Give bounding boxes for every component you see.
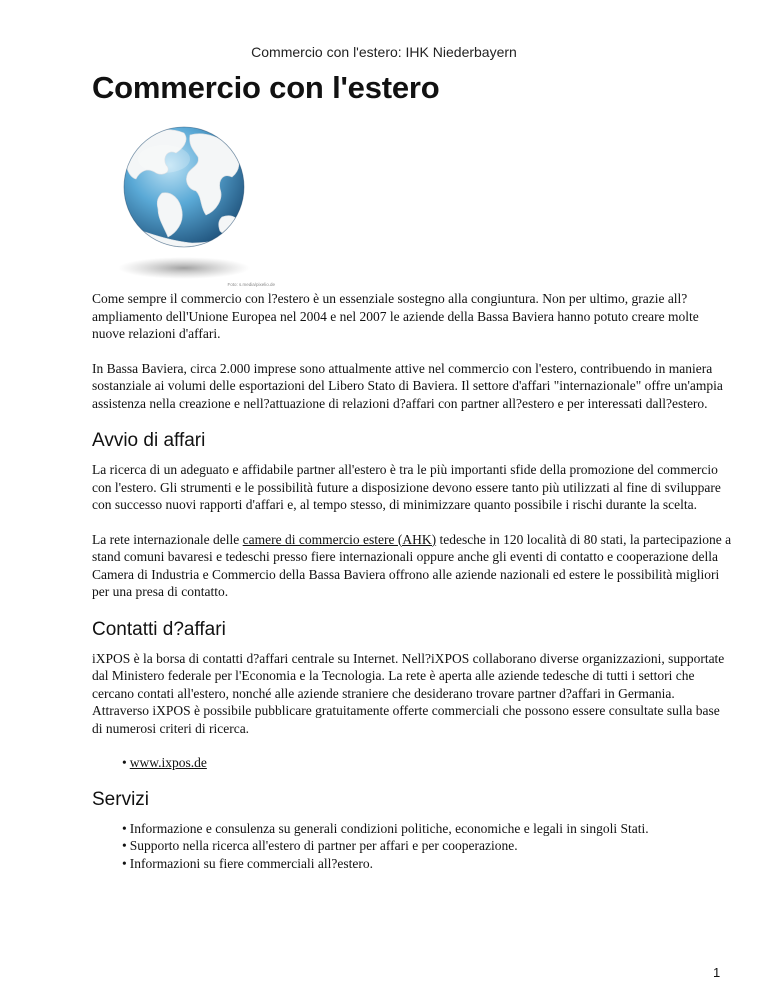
bullet-icon: •	[122, 820, 127, 836]
avvio-text-after: tedesche in 120 località di 80 stati, la partecipazione a stand comuni bavaresi e tedeschi presso fiere internazionali oppure anche gli eventi di contatto e cooperazione della Camera di Industria e Commercio della Bassa Baviera offrono alle aziende nazionali ed estere le possibilità migliori per una presa di contatto.	[92, 531, 732, 599]
main-content	[92, 290, 732, 888]
servizi-item-1: Informazione e consulenza su generali condizioni politiche, economiche e legali in singoli Stati.	[129, 820, 649, 836]
bullet-icon: •	[122, 755, 127, 770]
servizi-list	[122, 820, 732, 873]
avvio-text-before: La rete internazionale delle	[92, 531, 243, 547]
globe-icon	[92, 119, 278, 289]
servizi-item-2: Supporto nella ricerca all'estero di partner per affari e per cooperazione.	[129, 838, 518, 853]
list-item	[122, 837, 732, 855]
heading-contatti-affari: Contatti d?affari	[92, 618, 226, 640]
running-head: Commercio con l'estero: IHK Niederbayern	[251, 44, 517, 60]
list-item	[122, 820, 732, 838]
heading-avvio-di-affari: Avvio di affari	[92, 430, 206, 451]
list-item	[122, 754, 732, 772]
ixpos-link[interactable]: www.ixpos.de	[129, 755, 207, 770]
contatti-paragraph: iXPOS è la borsa di contatti d?affari centrale su Internet. Nell?iXPOS collaborano diverse organizzazioni, supportate dal Ministero federale per l'Economia e la Tecnologia. La rete è aperta alle aziende tedesche di tutti i settori che cercano contati all'estero, nonché alle aziende straniere che desiderano trovare partner d?affari in Germania. Attraverso iXPOS è possibile pubblicare gratuitamente offerte commerciali che possono essere consultate sulla base di numerosi criteri di ricerca.	[92, 650, 725, 736]
page-title: Commercio con l'estero	[92, 70, 440, 105]
intro-paragraph-1: Come sempre il commercio con l?estero è un essenziale sostegno alla congiuntura. Non per ultimo, grazie all?ampliamento dell'Unione Europea nel 2004 e nel 2007 le aziende della Bassa Baviera hanno potuto creare molte nuove relazioni d'affari.	[92, 291, 699, 341]
avvio-paragraph-1: La ricerca di un adeguato e affidabile partner all'estero è tra le più importanti sfide della promozione del commercio con l'estero. Gli strumenti e le possibilità future a disposizione devono essere tanto più utilizzati al fine di sviluppare con successo nuovi rapporti d'affari e, al tempo stesso, di minimizzare quanto possibile i rischi durante la scelta.	[92, 462, 721, 512]
page-number: 1	[713, 965, 721, 980]
intro-paragraph-2: In Bassa Baviera, circa 2.000 imprese sono attualmente attive nel commercio con l'estero, contribuendo in maniera sostanziale ai volumi delle esportazioni del Libero Stato di Baviera. Il settore d'affari "internazionale" offre un'ampia assistenza nella creazione e nell?attuazione di relazioni d?affari con partner all?estero e per interessati dall?estero.	[92, 360, 723, 411]
bullet-icon: •	[122, 838, 127, 853]
contatti-link-list	[122, 754, 732, 772]
avvio-paragraph-2	[92, 531, 732, 601]
servizi-item-3: Informazioni su fiere commerciali all?estero.	[129, 855, 373, 871]
ahk-link[interactable]: camere di commercio estere (AHK)	[242, 531, 437, 547]
bullet-icon: •	[122, 855, 127, 871]
globe-figure	[92, 119, 278, 289]
photo-credit: Foto: s.media/pixelio.de	[227, 282, 275, 287]
list-item	[122, 855, 732, 873]
heading-servizi: Servizi	[92, 788, 150, 810]
